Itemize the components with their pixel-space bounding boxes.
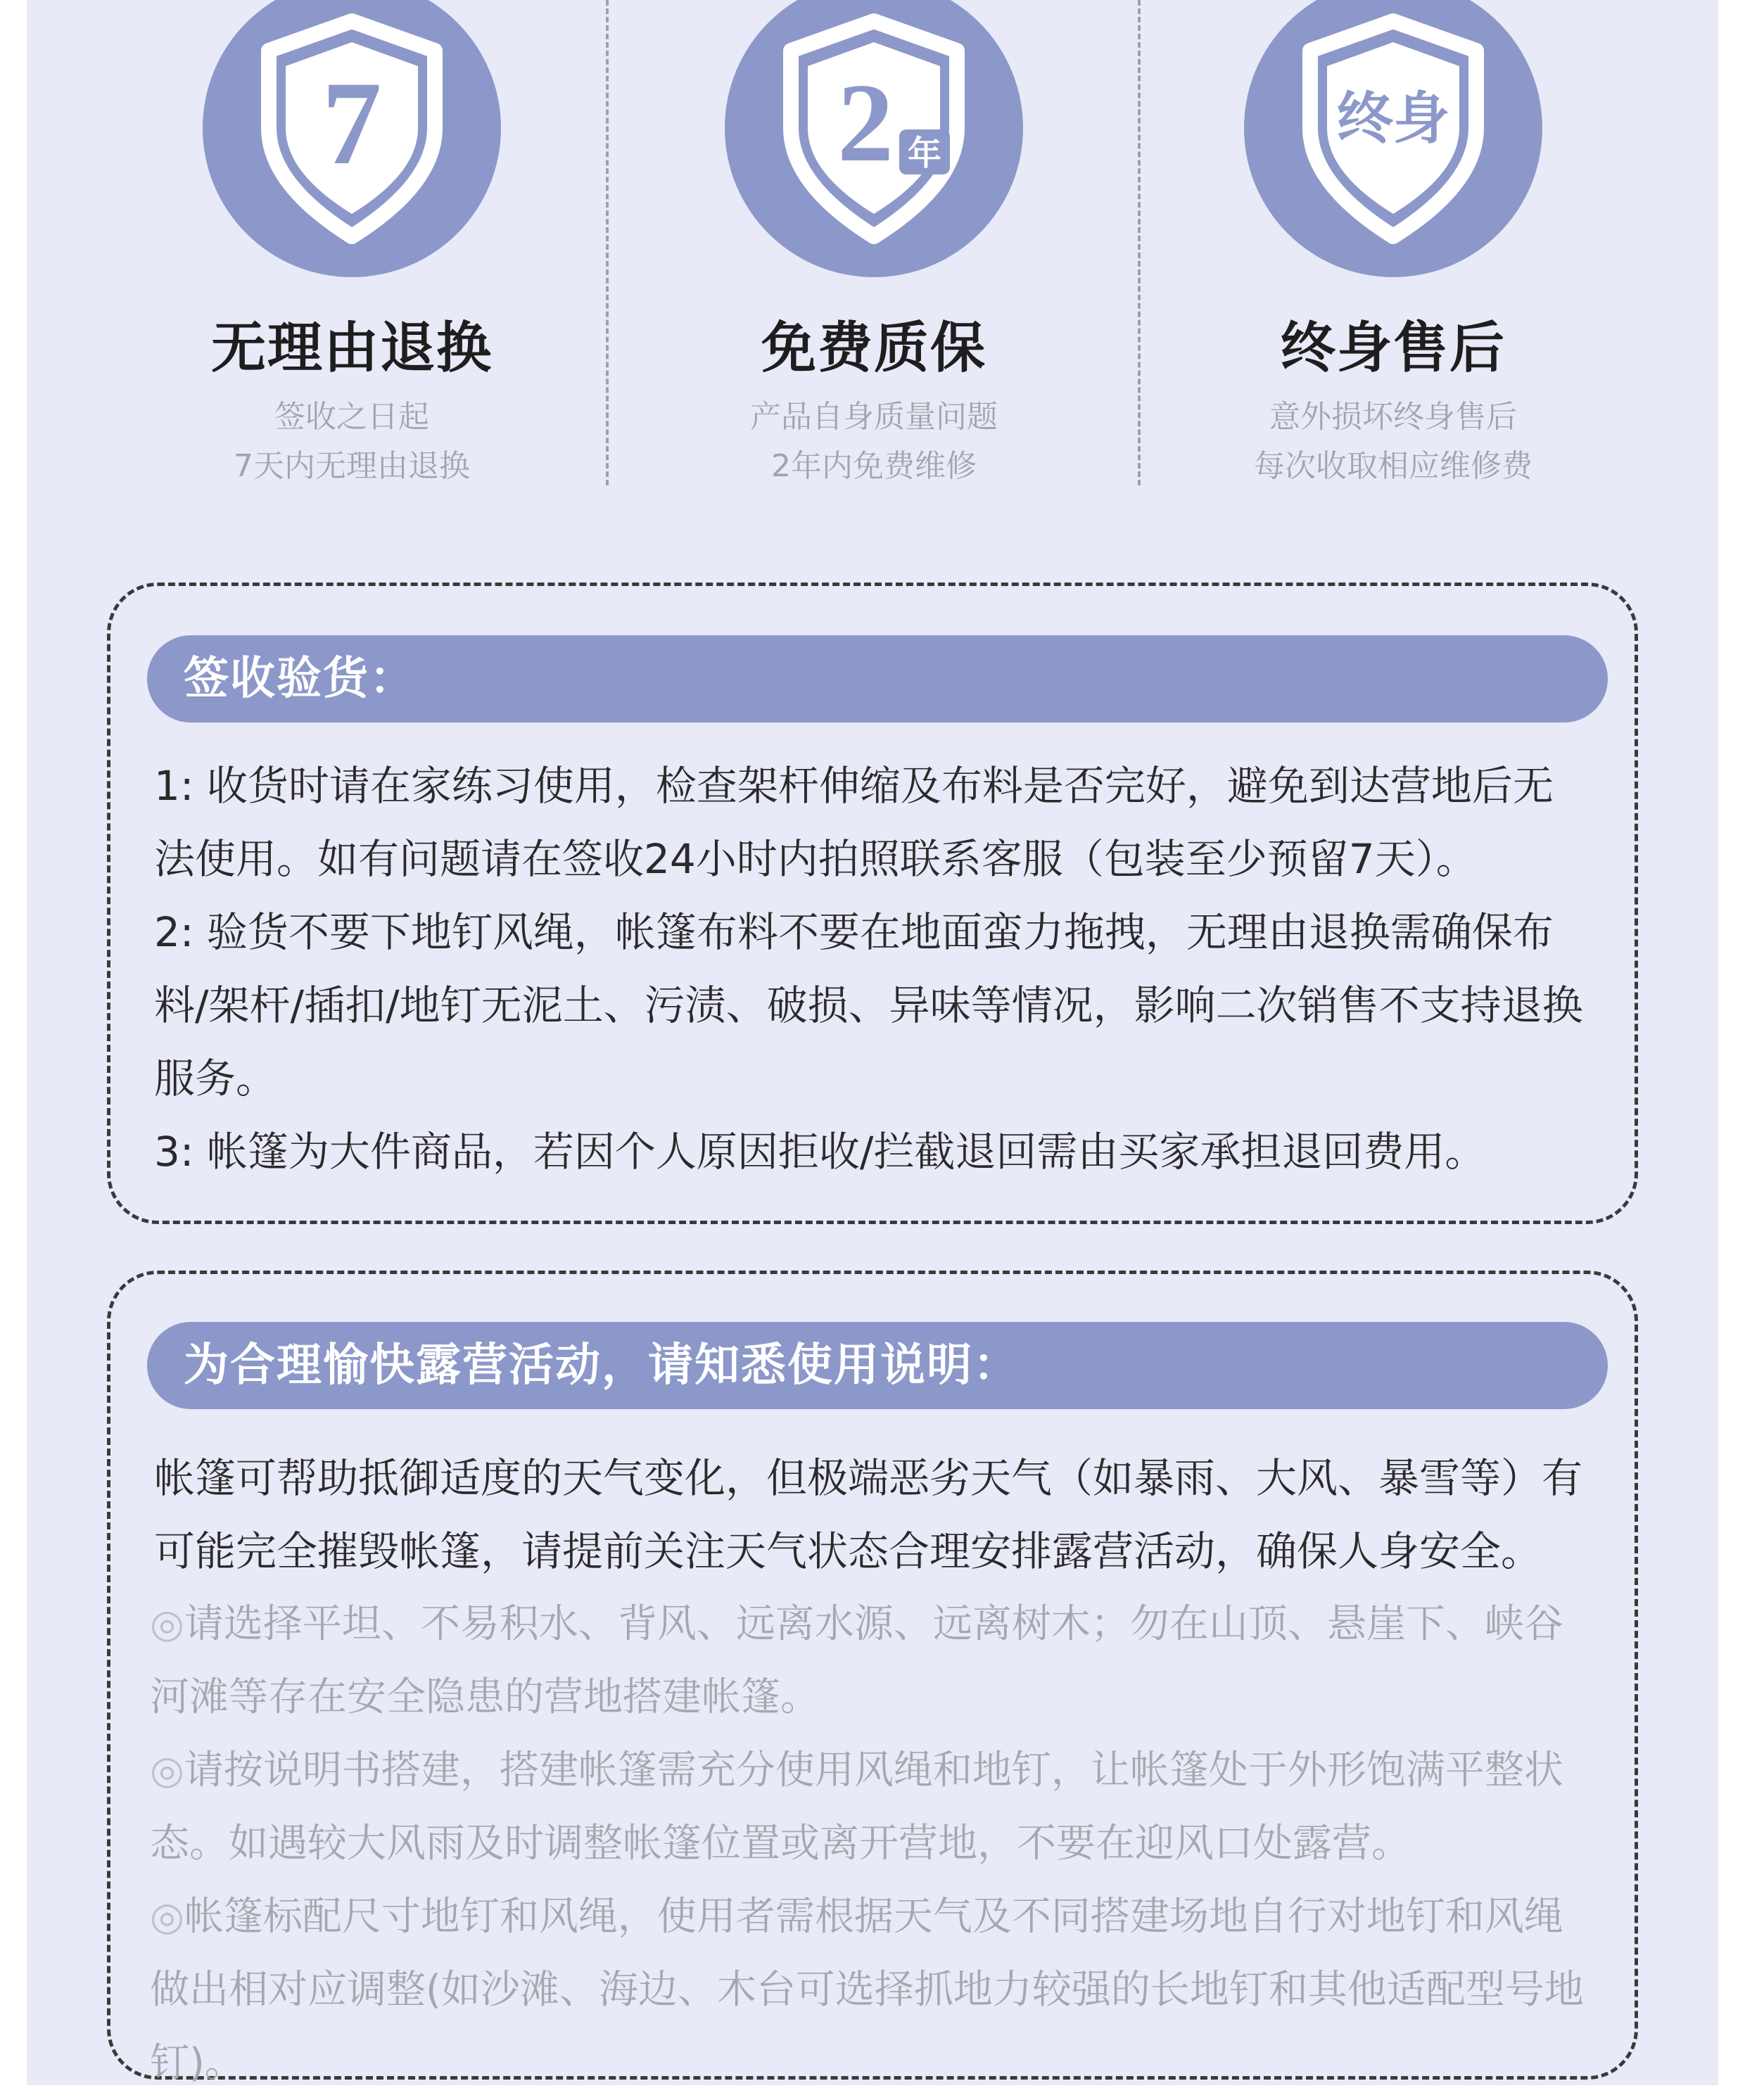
usage-tip (150, 1881, 1585, 2100)
svg-text:年: 年 (907, 134, 942, 173)
shield-lifetime-icon (1244, 0, 1542, 277)
inspection-box (107, 583, 1638, 1224)
guarantee-row (0, 0, 1745, 535)
circle-bullet-icon: ◎ (150, 1748, 184, 1793)
guarantee-subtitle: 签收之日起 (274, 399, 429, 435)
svg-text:7: 7 (322, 57, 382, 189)
usage-tip (150, 1734, 1585, 1881)
inspection-item: 3: 帐篷为大件商品，若因个人原因拒收/拦截退回需由买家承担退回费用。 (154, 1128, 1486, 1176)
usage-tip-text: 帐篷标配尺寸地钉和风绳，使用者需根据天气及不同搭建场地自行对地钉和风绳做出相对应调整(如沙滩、海边、木台可选择抓地力较强的长地钉和其他适配型号地钉)。 (150, 1894, 1584, 2086)
guarantee-title: 终身售后 (1280, 317, 1506, 380)
guarantee-subtitle: 产品自身质量问题 (750, 399, 998, 435)
inspection-item: 2: 验货不要下地钉风绳，帐篷布料不要在地面蛮力拖拽，无理由退换需确保布料/架杆/插扣/地钉无泥土、污渍、破损、异味等情况，影响二次销售不支持退换服务。 (154, 908, 1583, 1102)
guarantee-title: 无理由退换 (210, 317, 493, 380)
guarantee-subtitle: 每次收取相应维修费 (1254, 448, 1533, 484)
inspection-item: 1: 收货时请在家练习使用，检查架杆伸缩及布料是否完好，避免到达营地后无法使用。如有问题请在签收24小时内拍照联系客服（包装至少预留7天）。 (154, 762, 1554, 883)
usage-lead: 帐篷可帮助抵御适度的天气变化，但极端恶劣天气（如暴雨、大风、暴雪等）有可能完全摧毁帐篷，请提前关注天气状态合理安排露营活动，确保人身安全。 (154, 1454, 1583, 1575)
guarantee-warranty (607, 0, 1141, 507)
usage-tip-text: 请选择平坦、不易积水、背风、远离水源、远离树木；勿在山顶、悬崖下、峡谷河滩等存在安全隐患的营地搭建帐篷。 (150, 1601, 1563, 1720)
guarantee-subtitle: 7天内无理由退换 (234, 448, 470, 484)
usage-tip (150, 1588, 1585, 1734)
usage-box (107, 1271, 1638, 2086)
circle-bullet-icon: ◎ (150, 1894, 184, 1940)
svg-text:2: 2 (837, 60, 894, 185)
usage-tip-text: 请按说明书搭建，搭建帐篷需充分使用风绳和地钉，让帐篷处于外形饱满平整状态。如遇较大风雨及时调整帐篷位置或离开营地，不要在迎风口处露营。 (150, 1748, 1563, 1866)
inspection-heading: 签收验货： (147, 635, 1608, 723)
guarantee-title: 免费质保 (761, 317, 986, 380)
svg-text:终身: 终身 (1337, 86, 1449, 151)
guarantee-lifetime (1126, 0, 1661, 507)
guarantee-subtitle: 意外损坏终身售后 (1269, 399, 1517, 435)
circle-bullet-icon: ◎ (150, 1601, 184, 1647)
guarantee-subtitle: 2年内免费维修 (771, 448, 977, 484)
shield-7-icon (203, 0, 501, 277)
usage-heading: 为合理愉快露营活动，请知悉使用说明： (147, 1322, 1608, 1409)
shield-2-year-icon (725, 0, 1023, 277)
guarantee-returns (84, 0, 619, 507)
